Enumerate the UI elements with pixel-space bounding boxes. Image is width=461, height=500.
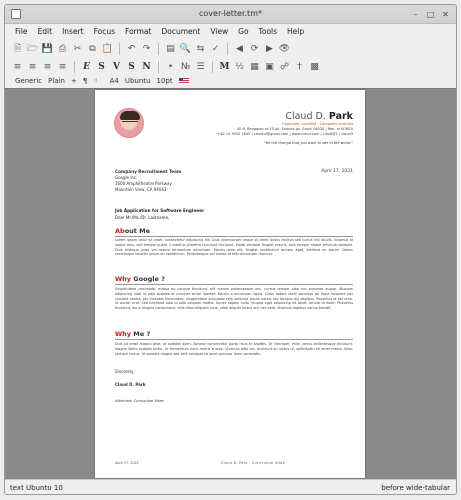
replace-icon[interactable]: ⇆: [196, 43, 205, 54]
image-icon[interactable]: ▣: [265, 61, 274, 72]
font-size-selector[interactable]: 10pt: [156, 77, 173, 85]
emphasis-icon[interactable]: E: [83, 61, 90, 72]
document-area[interactable]: [5, 88, 457, 479]
closing-sincerely: Sincerely,: [115, 369, 135, 374]
letter-subject: Job Application for Software Engineer: [115, 208, 205, 213]
applicant-name: Claud D. Park: [285, 111, 353, 122]
document-page[interactable]: [95, 90, 365, 478]
fraction-icon[interactable]: ½: [235, 61, 244, 72]
letter-salutation: Dear Mr./Ms./Dr. Lastname,: [115, 215, 170, 220]
paper-size-selector[interactable]: A4: [109, 77, 119, 85]
align-center-icon[interactable]: ≡: [28, 61, 37, 72]
window-title: cover-letter.tm*: [199, 9, 262, 18]
section-heading-why-google: Why Google ?: [115, 275, 353, 285]
focus-bar: [5, 75, 456, 87]
applicant-address: 40 B, Bangqiao-ro 13-gil, Seocho-gu, Seoul 06528 | Rep. of KOREA: [236, 127, 353, 131]
closing-signature: Claud D. Park: [115, 382, 146, 387]
paragraph-icon[interactable]: ¶: [82, 77, 88, 85]
undo-icon[interactable]: ↶: [127, 43, 136, 54]
redo-icon[interactable]: ↷: [142, 43, 151, 54]
cut-icon[interactable]: ✂: [73, 43, 82, 54]
section-text-why-google: Suspendisse commodo, massa eu congue tincidunt, elit mauris pellentesque orci, cursus tempor odio nisl euismod augue. Aliquam adipiscing nibh ut odio sodales et pulvinar tortor laoreet. Mauris a accumsan ligula. Class aptent taciti sociosqu ad litora torquent per conubia nostra, per inceptos himenaeos. Suspendisse vulputate sem vehicula ipsum varius nec tempus dui dapibus. Phasellus et est urna, ut auctor erat. Sed tincidunt odio id odio aliquam mattis. Donec sapien nulla, feugiat eget adipiscing sit amet, lacinia ut dolor. Phasellus tincidunt, leo a fringilla consectetur, felis diam aliquam urna, vitae aliquet lectus orci nec velit. Vivamus dapibus varius blandit.: [115, 287, 353, 311]
attached-note: Attached: Curriculum Vitae: [115, 399, 164, 403]
menu-file[interactable]: File: [15, 27, 28, 36]
forward-icon[interactable]: ▶: [266, 43, 273, 54]
status-right: before wide-tabular: [381, 484, 450, 492]
section-text-why-me: Duis sit amet magna ante, at sodales diam. Aenean consectetur porta risus et sagittis. Ut interdum, enim varius pellentesque tincidunt, magna libero sodales tortor, ut fermentum nunc metus a ante. Vivamus odio leo, tincidunt eu luctus ut, sollicitudin sit amet metus. Nunc sed orci lectus. Ut sodales magna sed velit volutpat sit amet pulvinar diam venenatis.: [115, 342, 353, 356]
strong-icon[interactable]: S: [98, 61, 105, 72]
save-icon[interactable]: 💾: [41, 43, 54, 54]
table-icon[interactable]: ▦: [250, 61, 259, 72]
copy-icon[interactable]: ⧉: [89, 43, 96, 54]
link-icon[interactable]: ☍: [279, 61, 290, 72]
menu-document[interactable]: Document: [161, 27, 201, 36]
minimize-icon[interactable]: –: [413, 10, 418, 19]
avatar: [114, 108, 144, 138]
footnote-icon[interactable]: †: [297, 61, 302, 72]
reload-icon[interactable]: ⟳: [250, 43, 259, 54]
applicant-tagline: Computer, scientist · Computer scientist: [282, 122, 353, 126]
style-selector[interactable]: Generic: [15, 77, 43, 85]
recipient-street: 1600 Amphitheatre Parkway: [115, 181, 172, 186]
footer-date: April 17, 2021: [115, 461, 139, 465]
editor-window: [4, 4, 457, 495]
align-left-icon[interactable]: ≡: [13, 61, 22, 72]
applicant-contacts: +82 10 9000 1845 | claud.d@gmail.com | www.claud.com | claud@1 | claud3: [217, 132, 353, 136]
preview-icon[interactable]: 👁: [278, 43, 291, 54]
new-document-icon[interactable]: 🗎: [13, 43, 22, 54]
spellcheck-icon[interactable]: ✓: [211, 43, 220, 54]
footer-center: Claud D. Park · Curriculum Vitae: [221, 461, 286, 465]
applicant-quote: "Be the change that you want to see in the world.": [264, 141, 353, 145]
mode-selector[interactable]: Plain: [48, 77, 65, 85]
menu-focus[interactable]: Focus: [93, 27, 116, 36]
format-toolbar: [5, 58, 456, 75]
paste-icon[interactable]: 📋: [101, 43, 114, 54]
menu-format[interactable]: Format: [125, 27, 152, 36]
description-icon[interactable]: ☰: [196, 61, 205, 72]
math-icon[interactable]: M: [219, 61, 230, 72]
section-heading-about: About Me: [115, 227, 353, 237]
menu-bar: [5, 24, 456, 39]
recipient-company: Google Inc.: [115, 175, 138, 180]
search-icon[interactable]: 🔍: [179, 43, 192, 54]
recipient-block: [115, 169, 181, 193]
print-icon[interactable]: ⎙: [58, 43, 67, 54]
letter-date: April 17, 2021: [321, 169, 353, 174]
menu-insert[interactable]: Insert: [62, 27, 84, 36]
hand-icon[interactable]: ☝: [93, 77, 98, 85]
section-text-about: Lorem ipsum dolor sit amet, consectetur adipiscing elit. Duis ullamcorper neque sit amet lectus facilisis sed luctus nisl iaculis. Vivamus at neque arcu, sed tempor quam. Curabitur pharetra tincidunt tincidunt. Morbi volutpat feugiat mauris, quis tempor neque vehicula volutpat. Duis tristique justo vel massa fermentum accumsan. Mauris ante elit, feugiat vestibulum tempor eget, eleifend ac ipsum. Donec scelerisque lobortis ipsum eu vestibulum. Pellentesque vel massa at felis accumsan rhoncus.: [115, 238, 353, 257]
close-icon[interactable]: ✕: [442, 10, 449, 19]
menu-view[interactable]: View: [210, 27, 229, 36]
sans-serif-icon[interactable]: S: [128, 61, 135, 72]
menu-help[interactable]: Help: [287, 27, 305, 36]
add-icon[interactable]: +: [71, 77, 77, 85]
open-folder-icon[interactable]: 🗁: [26, 43, 39, 54]
title-bar: [5, 5, 456, 24]
main-toolbar: [5, 40, 456, 57]
recipient-team: Company Recruitment Team: [115, 169, 182, 174]
font-selector[interactable]: Ubuntu: [124, 77, 151, 85]
back-icon[interactable]: ◀: [236, 43, 243, 54]
menu-edit[interactable]: Edit: [37, 27, 53, 36]
enumerate-icon[interactable]: №: [180, 61, 191, 72]
justify-icon[interactable]: ≡: [58, 61, 67, 72]
structure-icon[interactable]: ▤: [166, 43, 175, 54]
verbatim-icon[interactable]: V: [113, 61, 120, 72]
maximize-icon[interactable]: □: [426, 10, 435, 19]
recipient-city: Mountain View, CA 94043: [115, 187, 167, 192]
menu-go[interactable]: Go: [238, 27, 249, 36]
menu-tools[interactable]: Tools: [258, 27, 278, 36]
us-flag-icon[interactable]: [179, 78, 189, 84]
session-icon[interactable]: ▩: [310, 61, 319, 72]
section-heading-why-me: Why Me ?: [115, 330, 353, 340]
status-left: text Ubuntu 10: [10, 484, 63, 492]
name-icon[interactable]: N: [142, 61, 151, 72]
align-right-icon[interactable]: ≡: [43, 61, 52, 72]
status-bar: [5, 479, 456, 495]
itemize-icon[interactable]: •: [167, 61, 174, 72]
